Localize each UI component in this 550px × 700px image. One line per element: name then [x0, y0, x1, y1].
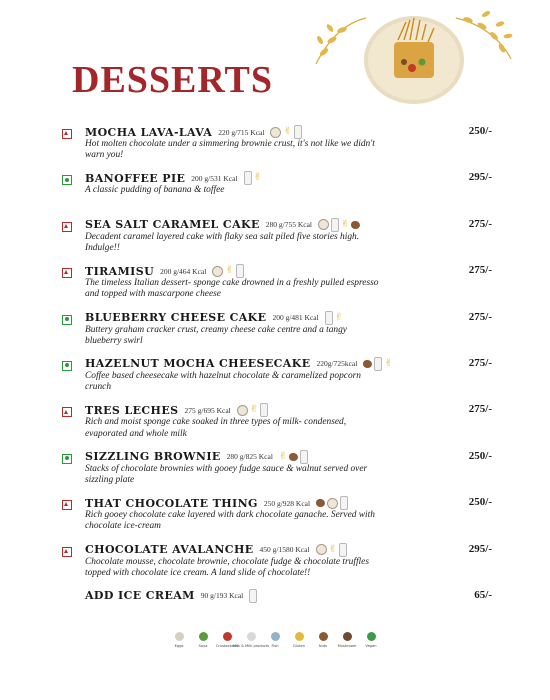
menu-item	[62, 217, 492, 263]
legend-symbol-icon	[223, 632, 232, 641]
allergen-icons	[363, 357, 392, 371]
item-weight-calories: 450 g/1580 Kcal	[259, 545, 310, 555]
item-name: HAZELNUT MOCHA CHEESECAKE	[85, 357, 311, 371]
allergen-icons	[279, 450, 308, 464]
allergen-icons	[316, 496, 348, 510]
nonveg-marker-icon	[62, 500, 72, 510]
gluten-icon: ✌	[341, 218, 350, 230]
gluten-icon: ✌	[283, 126, 292, 137]
item-weight-calories: 200 g/481 Kcal	[272, 313, 319, 323]
milk-icon	[374, 357, 382, 371]
milk-icon	[294, 125, 302, 139]
item-name: BANOFFEE PIE	[85, 171, 186, 185]
legend-symbol-icon	[175, 632, 184, 641]
item-description: The timeless Italian dessert- sponge cake drowned in a freshly pulled espresso and topped with mascarpone cheese	[85, 278, 379, 300]
legend-item	[362, 632, 380, 648]
legend-item	[232, 632, 270, 648]
menu-item	[62, 402, 492, 448]
item-price: 275/-	[468, 217, 492, 230]
milk-icon	[236, 264, 244, 278]
item-price: 275/-	[468, 403, 492, 416]
item-description: Rich and moist sponge cake soaked in three types of milk- condensed, evaporated and whole milk	[85, 417, 347, 439]
veg-marker-icon	[62, 315, 72, 325]
milk-icon	[339, 543, 347, 557]
egg-icon	[318, 219, 329, 230]
nonveg-marker-icon	[62, 268, 72, 278]
legend-symbol-icon	[295, 632, 304, 641]
allergen-icons	[212, 264, 243, 278]
item-name: MOCHA LAVA-LAVA	[85, 125, 213, 139]
nonveg-marker-icon	[62, 129, 72, 139]
egg-icon	[270, 127, 281, 138]
item-name: BLUEBERRY CHEESE CAKE	[85, 311, 267, 325]
nut-icon	[351, 221, 360, 229]
legend-item	[290, 632, 308, 648]
legend-symbol-icon	[343, 632, 352, 641]
veg-marker-icon	[62, 454, 72, 464]
allergen-icons	[249, 589, 257, 603]
gluten-icon: ✌	[278, 450, 288, 462]
item-name: TRES LECHES	[85, 403, 179, 417]
egg-icon	[316, 544, 327, 555]
milk-icon	[260, 403, 268, 417]
item-weight-calories: 220 g/715 Kcal	[218, 127, 265, 137]
item-description: Chocolate mousse, chocolate brownie, chocolate fudge & chocolate truffles topped with chocolate ice cream. A land slide of chocolate!!	[85, 556, 369, 578]
item-description: Rich gooey chocolate cake layered with dark chocolate ganache. Served with chocolate ice-cream	[85, 510, 375, 532]
allergen-icons	[237, 403, 268, 417]
item-weight-calories: 280 g/755 Kcal	[265, 220, 312, 230]
veg-marker-icon	[62, 361, 72, 371]
allergen-legend	[170, 632, 380, 648]
legend-item	[170, 632, 188, 648]
item-weight-calories: 220g/725kcal	[316, 359, 358, 369]
veg-marker-icon	[62, 175, 72, 185]
allergen-icons	[270, 125, 301, 139]
nonveg-marker-icon	[62, 222, 72, 232]
page-title: DESSERTS	[72, 59, 273, 101]
menu-list	[62, 124, 492, 628]
menu-item	[62, 310, 492, 356]
item-name: SEA SALT CARAMEL CAKE	[85, 218, 260, 232]
allergen-icons	[316, 543, 347, 557]
allergen-icons	[325, 311, 343, 325]
menu-item	[62, 170, 492, 216]
milk-icon	[331, 218, 339, 232]
menu-item	[62, 356, 492, 402]
egg-icon	[327, 498, 338, 509]
nonveg-marker-icon	[62, 407, 72, 417]
item-description: Decadent caramel layered cake with flaky sea salt piled five stories high. Indulge!!	[85, 231, 360, 253]
item-name: THAT CHOCOLATE THING	[85, 496, 258, 510]
milk-icon	[249, 589, 257, 603]
item-weight-calories: 200 g/531 Kcal	[191, 173, 238, 183]
item-price: 275/-	[468, 264, 492, 277]
item-price: 250/-	[468, 125, 492, 137]
gluten-icon: ✌	[328, 543, 337, 555]
item-name: SIZZLING BROWNIE	[85, 450, 221, 464]
gluten-icon: ✌	[384, 357, 393, 369]
item-description: Buttery graham cracker crust, creamy cheese cake centre and a tangy blueberry swirl	[85, 324, 347, 346]
item-price: 250/-	[468, 449, 492, 462]
legend-label: Nuts	[318, 644, 328, 648]
nonveg-marker-icon	[62, 547, 72, 557]
item-description: Hot molten chocolate under a simmering brownie crust, it's not like we didn't warn you!	[85, 139, 375, 161]
item-description: Coffee based cheesecake with hazelnut chocolate & caramelized popcorn crunch	[85, 370, 361, 393]
gluten-icon: ✌	[253, 172, 262, 184]
dessert-photo-decoration	[306, 4, 516, 108]
item-name: TIRAMISU	[85, 264, 155, 278]
nut-icon	[316, 499, 325, 507]
gluten-icon: ✌	[249, 404, 259, 416]
legend-symbol-icon	[319, 632, 328, 641]
item-price: 275/-	[468, 310, 492, 323]
item-price: 275/-	[468, 356, 492, 369]
milk-icon	[300, 450, 308, 464]
menu-item	[62, 449, 492, 495]
item-weight-calories: 280 g/825 Kcal	[226, 452, 273, 462]
nut-icon	[363, 360, 372, 368]
allergen-icons	[318, 218, 360, 232]
menu-item	[62, 542, 492, 588]
egg-icon	[212, 266, 223, 277]
legend-symbol-icon	[247, 632, 256, 641]
menu-item	[62, 588, 492, 628]
legend-label: Soya	[198, 644, 208, 648]
legend-item	[314, 632, 332, 648]
legend-symbol-icon	[367, 632, 376, 641]
legend-label: Eggs	[174, 644, 184, 648]
legend-label: Crustaceans	[215, 644, 239, 648]
egg-icon	[237, 405, 248, 416]
item-description: A classic pudding of banana & toffee	[85, 185, 225, 196]
legend-symbol-icon	[199, 632, 208, 641]
item-name: ADD ICE CREAM	[85, 589, 195, 603]
milk-icon	[340, 496, 348, 510]
menu-item	[62, 263, 492, 309]
item-description: Stacks of chocolate brownies with gooey fudge sauce & walnut served over sizzling plate	[85, 463, 368, 485]
gluten-icon: ✌	[225, 265, 234, 277]
menu-item	[62, 495, 492, 541]
allergen-icons	[244, 171, 262, 185]
item-price: 250/-	[468, 496, 492, 509]
item-price: 295/-	[468, 171, 492, 184]
legend-item	[194, 632, 212, 648]
item-weight-calories: 250 g/928 Kcal	[263, 498, 311, 508]
legend-item	[266, 632, 284, 648]
legend-label: Gluten	[293, 644, 305, 648]
milk-icon	[325, 311, 333, 325]
gluten-icon: ✌	[334, 311, 344, 323]
legend-label: Vegan	[365, 644, 377, 648]
item-weight-calories: 90 g/193 Kcal	[200, 591, 244, 601]
legend-symbol-icon	[271, 632, 280, 641]
menu-item	[62, 124, 492, 170]
item-name: CHOCOLATE AVALANCHE	[85, 543, 254, 557]
legend-label: Mushroom	[337, 644, 357, 648]
item-weight-calories: 275 g/695 Kcal	[184, 405, 231, 415]
item-price: 295/-	[468, 542, 492, 555]
legend-label: Milk & Milk products	[232, 644, 270, 648]
milk-icon	[244, 171, 252, 185]
item-weight-calories: 200 g/464 Kcal	[160, 266, 207, 276]
nut-icon	[289, 453, 298, 461]
legend-label: Fish	[271, 644, 279, 648]
item-price: 65/-	[474, 588, 492, 601]
legend-item	[338, 632, 356, 648]
